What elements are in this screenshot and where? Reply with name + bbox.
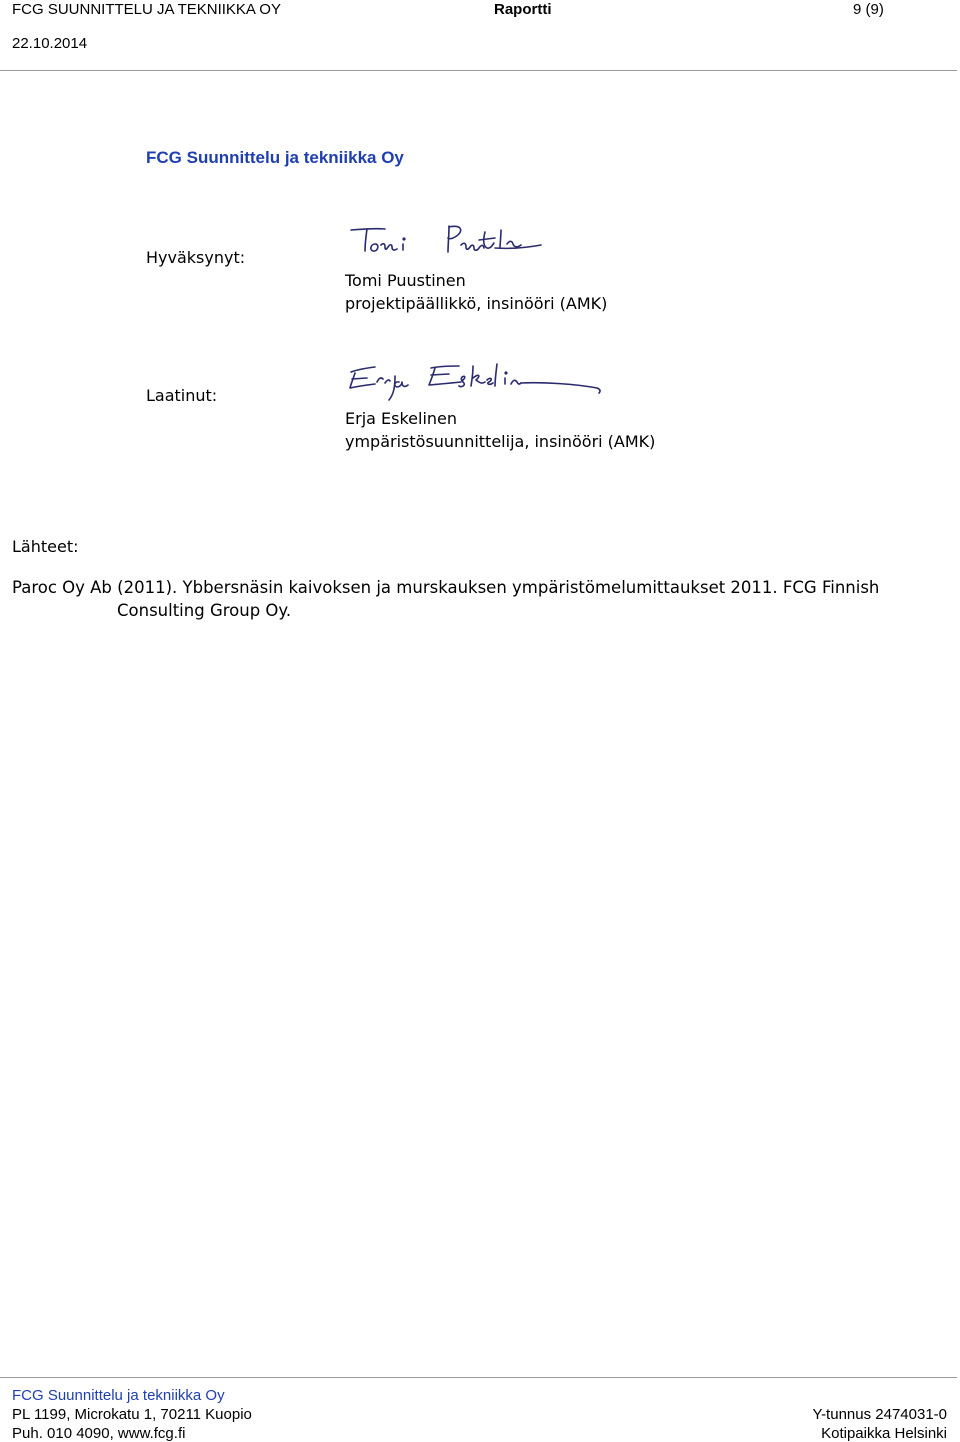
footer-phone: Puh. 010 4090, www.fcg.fi [12,1425,186,1442]
references-title: Lähteet: [12,537,79,556]
footer-company: FCG Suunnittelu ja tekniikka Oy [12,1387,225,1404]
header-page-number: 9 (9) [853,1,884,18]
header-date: 22.10.2014 [12,35,88,52]
approver-signature [345,218,545,258]
signatory-company: FCG Suunnittelu ja tekniikka Oy [146,148,404,167]
header-company: FCG SUUNNITTELU JA TEKNIIKKA OY [12,1,281,18]
approved-label: Hyväksynyt: [146,248,246,267]
preparer-signature [345,358,605,406]
footer-address: PL 1199, Microkatu 1, 70211 Kuopio [12,1406,252,1423]
approver-name: Tomi Puustinen [345,271,466,290]
reference-item: Paroc Oy Ab (2011). Ybbersnäsin kaivoksen ja murskauksen ympäristömelumittaukset 2011. FCG Finnish Consulting Group Oy. [12,578,880,620]
preparer-title: ympäristösuunnittelija, insinööri (AMK) [345,432,656,451]
header-divider [0,70,957,71]
footer-divider [0,1377,957,1378]
approver-title: projektipäällikkö, insinööri (AMK) [345,294,608,313]
prepared-label: Laatinut: [146,386,218,405]
footer-business-id: Y-tunnus 2474031-0 [812,1406,947,1423]
footer-domicile: Kotipaikka Helsinki [821,1425,947,1442]
preparer-name: Erja Eskelinen [345,409,458,428]
header-doc-type: Raportti [494,1,552,18]
